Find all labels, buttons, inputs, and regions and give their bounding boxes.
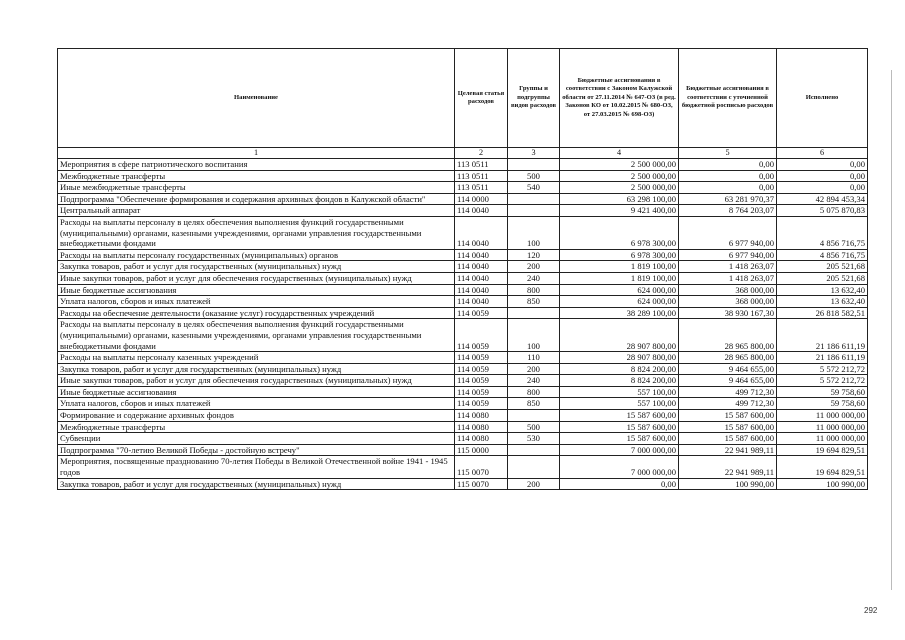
row-target-article: 114 0040 xyxy=(455,272,508,284)
row-name: Уплата налогов, сборов и иных платежей xyxy=(58,398,455,410)
row-name: Закупка товаров, работ и услуг для государственных (муниципальных) нужд xyxy=(58,261,455,273)
row-refined-amount: 6 977 940,00 xyxy=(679,216,777,249)
row-name: Закупка товаров, работ и услуг для государственных (муниципальных) нужд xyxy=(58,478,455,490)
row-expense-group: 530 xyxy=(508,433,560,445)
row-name: Расходы на выплаты персоналу казенных учреждений xyxy=(58,352,455,364)
row-target-article: 115 0070 xyxy=(455,456,508,478)
row-law-amount: 2 500 000,00 xyxy=(560,159,679,171)
row-target-article: 114 0000 xyxy=(455,193,508,205)
row-refined-amount: 63 281 970,37 xyxy=(679,193,777,205)
table-row xyxy=(58,319,868,352)
row-refined-amount: 22 941 989,11 xyxy=(679,444,777,456)
row-executed-amount: 4 856 716,75 xyxy=(777,216,868,249)
row-refined-amount: 6 977 940,00 xyxy=(679,249,777,261)
header-name: Наименование xyxy=(58,49,455,148)
row-refined-amount: 28 965 800,00 xyxy=(679,319,777,352)
row-name: Иные закупки товаров, работ и услуг для обеспечения государственных (муниципальных) нужд xyxy=(58,272,455,284)
column-number-row xyxy=(58,148,868,159)
column-number: 6 xyxy=(777,148,868,159)
row-expense-group xyxy=(508,444,560,456)
row-executed-amount: 13 632,40 xyxy=(777,296,868,308)
row-target-article: 114 0040 xyxy=(455,216,508,249)
row-executed-amount: 19 694 829,51 xyxy=(777,456,868,478)
row-name: Иные бюджетные ассигнования xyxy=(58,386,455,398)
row-law-amount: 7 000 000,00 xyxy=(560,444,679,456)
row-name: Межбюджетные трансферты xyxy=(58,170,455,182)
row-name: Расходы на выплаты персоналу в целях обеспечения выполнения функций государственными (муниципальными) органами, казенными учреждениями, органами управления государственными внебюджетными фондами xyxy=(58,216,455,249)
table-row xyxy=(58,363,868,375)
table-row xyxy=(58,216,868,249)
table-row xyxy=(58,398,868,410)
row-law-amount: 2 500 000,00 xyxy=(560,182,679,194)
row-target-article: 114 0059 xyxy=(455,386,508,398)
row-law-amount: 557 100,00 xyxy=(560,386,679,398)
row-target-article: 114 0059 xyxy=(455,398,508,410)
row-executed-amount: 0,00 xyxy=(777,159,868,171)
row-expense-group: 240 xyxy=(508,272,560,284)
row-expense-group: 100 xyxy=(508,216,560,249)
row-executed-amount: 59 758,60 xyxy=(777,386,868,398)
row-expense-group: 200 xyxy=(508,363,560,375)
row-law-amount: 7 000 000,00 xyxy=(560,456,679,478)
row-executed-amount: 21 186 611,19 xyxy=(777,352,868,364)
row-target-article: 113 0511 xyxy=(455,159,508,171)
row-refined-amount: 8 764 203,07 xyxy=(679,205,777,217)
table-row xyxy=(58,410,868,422)
row-target-article: 114 0040 xyxy=(455,284,508,296)
row-expense-group xyxy=(508,159,560,171)
row-name: Формирование и содержание архивных фондов xyxy=(58,410,455,422)
row-target-article: 114 0040 xyxy=(455,205,508,217)
header-expense-group: Группы и подгруппы видов расходов xyxy=(508,49,560,148)
row-executed-amount: 4 856 716,75 xyxy=(777,249,868,261)
row-law-amount: 1 819 100,00 xyxy=(560,272,679,284)
row-target-article: 114 0040 xyxy=(455,261,508,273)
row-law-amount: 624 000,00 xyxy=(560,296,679,308)
row-name: Иные закупки товаров, работ и услуг для обеспечения государственных (муниципальных) нужд xyxy=(58,375,455,387)
row-expense-group xyxy=(508,410,560,422)
row-refined-amount: 1 418 263,07 xyxy=(679,261,777,273)
row-law-amount: 28 907 800,00 xyxy=(560,319,679,352)
row-refined-amount: 38 930 167,30 xyxy=(679,307,777,319)
row-name: Центральный аппарат xyxy=(58,205,455,217)
row-refined-amount: 368 000,00 xyxy=(679,284,777,296)
scan-edge-line xyxy=(891,70,892,590)
row-executed-amount: 11 000 000,00 xyxy=(777,410,868,422)
row-executed-amount: 205 521,68 xyxy=(777,261,868,273)
row-expense-group: 110 xyxy=(508,352,560,364)
row-law-amount: 557 100,00 xyxy=(560,398,679,410)
column-number: 3 xyxy=(508,148,560,159)
row-target-article: 114 0080 xyxy=(455,433,508,445)
row-law-amount: 15 587 600,00 xyxy=(560,421,679,433)
column-number: 5 xyxy=(679,148,777,159)
row-name: Мероприятия в сфере патриотического воспитания xyxy=(58,159,455,171)
row-name: Мероприятия, посвященные празднованию 70-летия Победы в Великой Отечественной войне 1941 - 1945 годов xyxy=(58,456,455,478)
table-row xyxy=(58,478,868,490)
row-refined-amount: 0,00 xyxy=(679,170,777,182)
row-executed-amount: 21 186 611,19 xyxy=(777,319,868,352)
table-row xyxy=(58,444,868,456)
row-law-amount: 15 587 600,00 xyxy=(560,433,679,445)
row-name: Расходы на обеспечение деятельности (оказание услуг) государственных учреждений xyxy=(58,307,455,319)
row-executed-amount: 19 694 829,51 xyxy=(777,444,868,456)
row-refined-amount: 1 418 263,07 xyxy=(679,272,777,284)
row-law-amount: 2 500 000,00 xyxy=(560,170,679,182)
table-row xyxy=(58,249,868,261)
row-executed-amount: 59 758,60 xyxy=(777,398,868,410)
row-executed-amount: 11 000 000,00 xyxy=(777,433,868,445)
row-target-article: 114 0080 xyxy=(455,410,508,422)
row-name: Субвенции xyxy=(58,433,455,445)
row-expense-group: 850 xyxy=(508,398,560,410)
row-law-amount: 8 824 200,00 xyxy=(560,375,679,387)
row-law-amount: 15 587 600,00 xyxy=(560,410,679,422)
row-law-amount: 28 907 800,00 xyxy=(560,352,679,364)
row-law-amount: 6 978 300,00 xyxy=(560,249,679,261)
row-executed-amount: 42 894 453,34 xyxy=(777,193,868,205)
row-target-article: 114 0059 xyxy=(455,352,508,364)
header-executed: Исполнено xyxy=(777,49,868,148)
row-law-amount: 6 978 300,00 xyxy=(560,216,679,249)
table-row xyxy=(58,272,868,284)
row-law-amount: 9 421 400,00 xyxy=(560,205,679,217)
row-expense-group: 240 xyxy=(508,375,560,387)
row-executed-amount: 5 572 212,72 xyxy=(777,363,868,375)
table-row xyxy=(58,296,868,308)
row-executed-amount: 5 572 212,72 xyxy=(777,375,868,387)
row-expense-group xyxy=(508,205,560,217)
row-refined-amount: 100 990,00 xyxy=(679,478,777,490)
row-executed-amount: 5 075 870,83 xyxy=(777,205,868,217)
row-refined-amount: 9 464 655,00 xyxy=(679,363,777,375)
row-target-article: 114 0059 xyxy=(455,375,508,387)
table-row xyxy=(58,261,868,273)
header-law-allocations: Бюджетные ассигнования в соответствии с Законом Калужской области от 27.11.2014 № 647-ОЗ (в ред. Законов КО от 10.02.2015 № 680-ОЗ, от 27.03.2015 № 698-ОЗ) xyxy=(560,49,679,148)
table-row xyxy=(58,284,868,296)
page-number: 292 xyxy=(864,606,878,615)
header-target-article: Целевая статья расходов xyxy=(455,49,508,148)
row-executed-amount: 0,00 xyxy=(777,170,868,182)
row-expense-group xyxy=(508,456,560,478)
column-number: 1 xyxy=(58,148,455,159)
row-target-article: 114 0040 xyxy=(455,249,508,261)
row-refined-amount: 368 000,00 xyxy=(679,296,777,308)
table-row xyxy=(58,170,868,182)
row-executed-amount: 13 632,40 xyxy=(777,284,868,296)
row-name: Закупка товаров, работ и услуг для государственных (муниципальных) нужд xyxy=(58,363,455,375)
row-law-amount: 38 289 100,00 xyxy=(560,307,679,319)
row-expense-group: 800 xyxy=(508,386,560,398)
table-row xyxy=(58,193,868,205)
row-expense-group xyxy=(508,307,560,319)
table-row xyxy=(58,307,868,319)
table-header xyxy=(58,49,868,148)
row-name: Расходы на выплаты персоналу в целях обеспечения выполнения функций государственными (муниципальными) органами, казенными учреждениями, органами управления государственными внебюджетными фондами xyxy=(58,319,455,352)
row-executed-amount: 100 990,00 xyxy=(777,478,868,490)
row-target-article: 114 0059 xyxy=(455,307,508,319)
table-row xyxy=(58,433,868,445)
row-expense-group: 850 xyxy=(508,296,560,308)
column-number: 4 xyxy=(560,148,679,159)
row-expense-group: 540 xyxy=(508,182,560,194)
row-executed-amount: 26 818 582,51 xyxy=(777,307,868,319)
row-executed-amount: 11 000 000,00 xyxy=(777,421,868,433)
row-expense-group xyxy=(508,193,560,205)
row-refined-amount: 28 965 800,00 xyxy=(679,352,777,364)
row-refined-amount: 22 941 989,11 xyxy=(679,456,777,478)
row-executed-amount: 0,00 xyxy=(777,182,868,194)
row-law-amount: 63 298 100,00 xyxy=(560,193,679,205)
row-expense-group: 500 xyxy=(508,170,560,182)
row-name: Иные межбюджетные трансферты xyxy=(58,182,455,194)
row-target-article: 114 0040 xyxy=(455,296,508,308)
row-expense-group: 200 xyxy=(508,261,560,273)
row-target-article: 113 0511 xyxy=(455,170,508,182)
row-target-article: 115 0000 xyxy=(455,444,508,456)
row-expense-group: 100 xyxy=(508,319,560,352)
row-refined-amount: 499 712,30 xyxy=(679,398,777,410)
budget-execution-table xyxy=(57,48,868,490)
row-name: Иные бюджетные ассигнования xyxy=(58,284,455,296)
row-refined-amount: 15 587 600,00 xyxy=(679,421,777,433)
row-law-amount: 1 819 100,00 xyxy=(560,261,679,273)
row-refined-amount: 0,00 xyxy=(679,159,777,171)
row-expense-group: 800 xyxy=(508,284,560,296)
row-name: Расходы на выплаты персоналу государственных (муниципальных) органов xyxy=(58,249,455,261)
row-refined-amount: 0,00 xyxy=(679,182,777,194)
column-number: 2 xyxy=(455,148,508,159)
table-row xyxy=(58,456,868,478)
row-law-amount: 8 824 200,00 xyxy=(560,363,679,375)
row-refined-amount: 15 587 600,00 xyxy=(679,410,777,422)
table-row xyxy=(58,352,868,364)
row-target-article: 114 0059 xyxy=(455,319,508,352)
table-row xyxy=(58,375,868,387)
table-body xyxy=(58,148,868,490)
row-name: Уплата налогов, сборов и иных платежей xyxy=(58,296,455,308)
row-refined-amount: 499 712,30 xyxy=(679,386,777,398)
table-row xyxy=(58,205,868,217)
row-name: Межбюджетные трансферты xyxy=(58,421,455,433)
row-refined-amount: 15 587 600,00 xyxy=(679,433,777,445)
table-row xyxy=(58,421,868,433)
table-row xyxy=(58,182,868,194)
row-target-article: 115 0070 xyxy=(455,478,508,490)
table-row xyxy=(58,386,868,398)
header-refined-allocations: Бюджетные ассигнования в соответствии с уточненной бюджетной росписью расходов xyxy=(679,49,777,148)
row-target-article: 114 0080 xyxy=(455,421,508,433)
row-name: Подпрограмма "70-летию Великой Победы - достойную встречу" xyxy=(58,444,455,456)
row-executed-amount: 205 521,68 xyxy=(777,272,868,284)
row-target-article: 114 0059 xyxy=(455,363,508,375)
row-refined-amount: 9 464 655,00 xyxy=(679,375,777,387)
row-expense-group: 120 xyxy=(508,249,560,261)
row-expense-group: 200 xyxy=(508,478,560,490)
row-law-amount: 624 000,00 xyxy=(560,284,679,296)
row-target-article: 113 0511 xyxy=(455,182,508,194)
table-row xyxy=(58,159,868,171)
row-name: Подпрограмма "Обеспечение формирования и содержания архивных фондов в Калужской области" xyxy=(58,193,455,205)
row-expense-group: 500 xyxy=(508,421,560,433)
row-law-amount: 0,00 xyxy=(560,478,679,490)
